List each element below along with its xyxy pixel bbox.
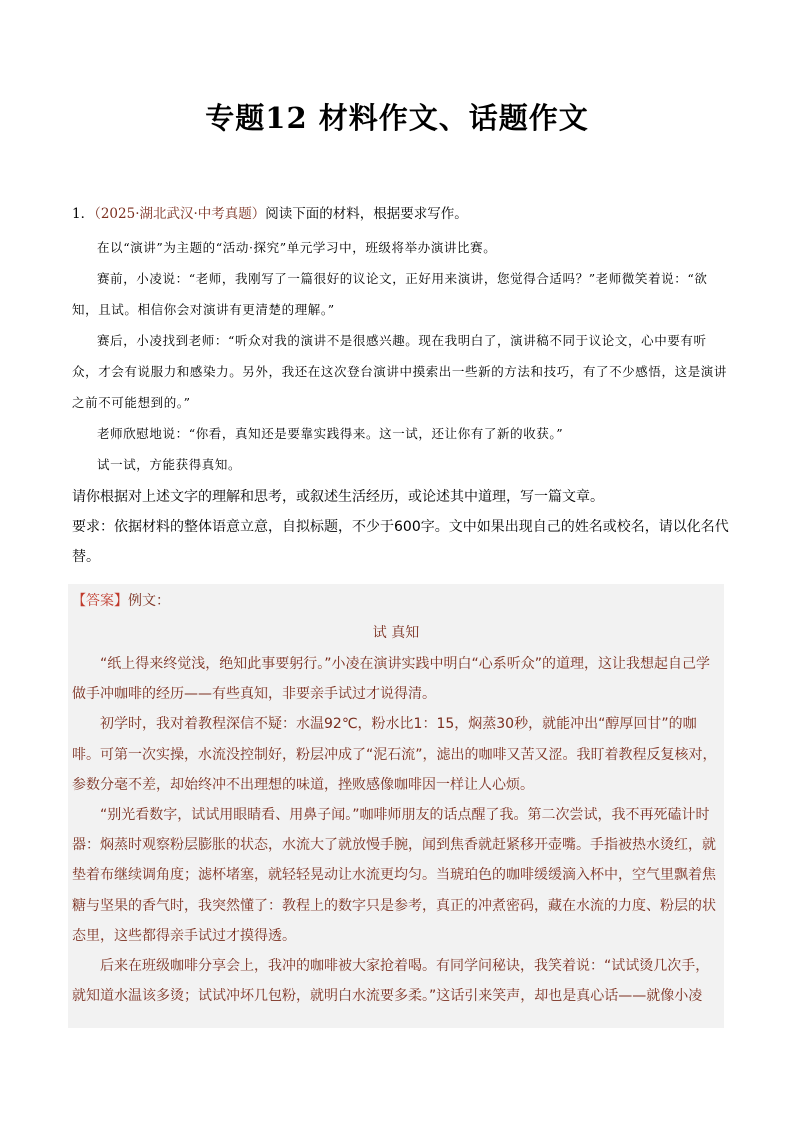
question-source: （2025·湖北武汉·中考真题）	[94, 206, 266, 222]
answer-label-suffix: 例文：	[128, 593, 170, 609]
material-paragraph: 试一试，方能获得真知。	[97, 457, 242, 472]
writing-requirement: 要求：依据材料的整体语意立意，自拟标题，不少于600字。文中如果出现自己的姓名或校名，请以化名代替。	[72, 519, 729, 565]
essay-paragraph: “纸上得来终觉浅，绝知此事要躬行。”小凌在演讲实践中明白“心系听众”的道理，这让我想起自己学做手冲咖啡的经历——有些真知，非要亲手试过才说得清。	[72, 656, 711, 703]
essay-paragraph: 后来在班级咖啡分享会上，我冲的咖啡被大家抢着喝。有同学问秘诀，我笑着说：“试试烫几次手，就知道水温该多烫；试试冲坏几包粉，就明白水流要多柔。”这话引来笑声，却也是真心话——就像小凌	[72, 958, 710, 1005]
material-text	[72, 232, 732, 480]
answer-label	[72, 588, 170, 614]
answer-block	[68, 584, 724, 1028]
question-header	[72, 202, 732, 226]
material-paragraph: 在以“演讲”为主题的“活动·探究”单元学习中，班级将举办演讲比赛。	[97, 240, 497, 255]
essay-title: 试 真知	[372, 625, 420, 641]
material-paragraph: 老师欣慰地说：“你看，真知还是要靠实践得来。这一试，还让你有了新的收获。”	[97, 426, 564, 441]
essay-paragraph: 初学时，我对着教程深信不疑：水温92℃，粉水比1：15，焖蒸30秒，就能冲出“醇厚回甘”的咖啡。可第一次实操，水流没控制好，粉层冲成了“泥石流”，滤出的咖啡又苦又涩。我盯着教程反复核对，参数分毫不差，却始终冲不出理想的味道，挫败感像咖啡因一样让人心烦。	[72, 716, 717, 793]
question-instruction: 阅读下面的材料，根据要求写作。	[265, 206, 468, 222]
material-paragraph: 赛后，小凌找到老师：“听众对我的演讲不是很感兴趣。现在我明白了，演讲稿不同于议论文，心中要有听众，才会有说服力和感染力。另外，我还在这次登台演讲中摸索出一些新的方法和技巧，有了不少感悟，这是演讲之前不可能想到的。”	[72, 333, 728, 410]
essay-body	[72, 649, 722, 1011]
essay-paragraph: “别光看数字，试试用眼睛看、用鼻子闻。”咖啡师朋友的话点醒了我。第二次尝试，我不再死磕计时器：焖蒸时观察粉层膨胀的状态，水流大了就放慢手腕，闻到焦香就赶紧移开壶嘴。手指被热水烫红，就垫着布继续调角度；滤杯堵塞，就轻轻晃动让水流更均匀。当琥珀色的咖啡缓缓滴入杯中，空气里飘着焦糖与坚果的香气时，我突然懂了：教程上的数字只是参考，真正的冲煮密码，藏在水流的力度、粉层的状态里，这些都得亲手试过才摸得透。	[72, 807, 716, 944]
writing-prompt: 请你根据对上述文字的理解和思考，或叙述生活经历，或论述其中道理，写一篇文章。	[72, 489, 604, 505]
question-block	[72, 202, 732, 572]
writing-task	[72, 482, 732, 572]
question-number: 1．	[72, 206, 95, 222]
answer-tag: 【答案】	[72, 593, 128, 609]
material-paragraph: 赛前，小凌说：“老师，我刚写了一篇很好的议论文，正好用来演讲，您觉得合适吗？”老师微笑着说：“欲知，且试。相信你会对演讲有更清楚的理解。”	[72, 271, 708, 317]
page-title: 专题12 材料作文、话题作文	[205, 101, 589, 135]
